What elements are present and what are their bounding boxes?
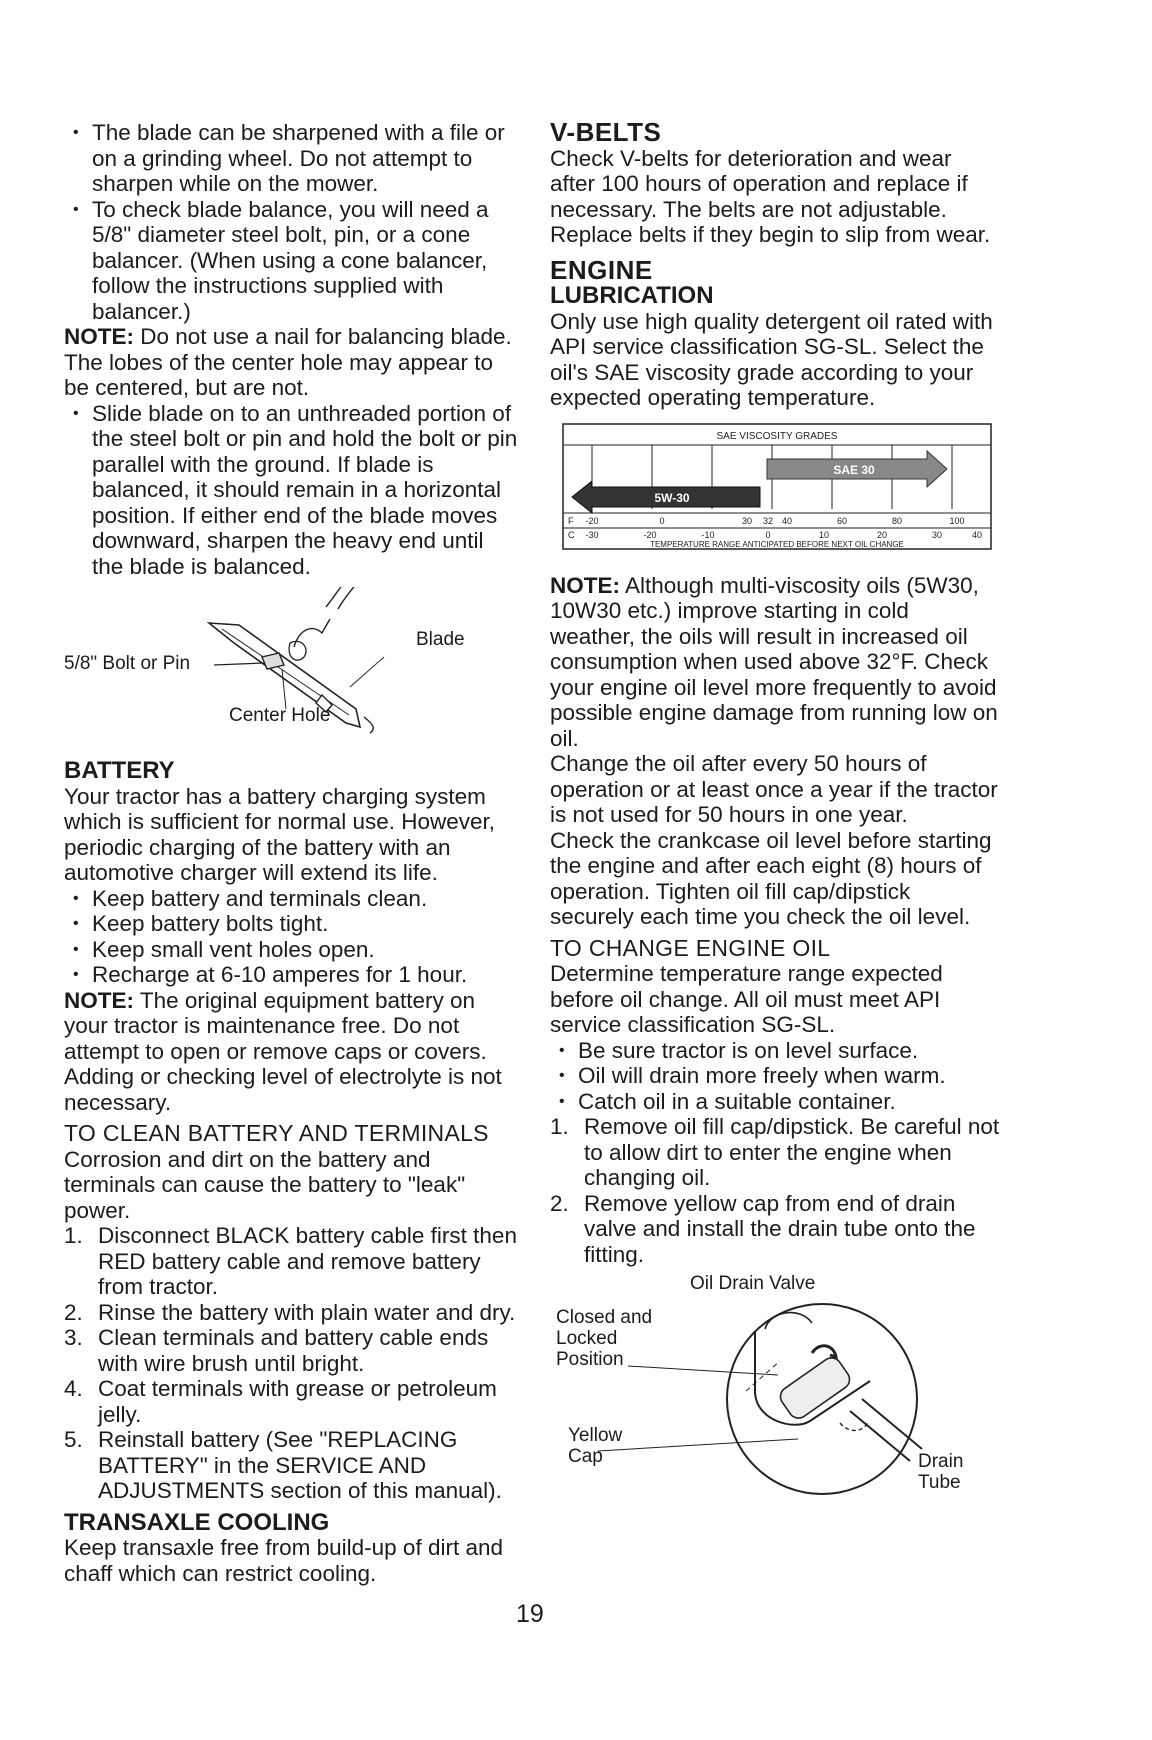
clean-step: 1. Disconnect BLACK battery cable first then RED battery cable and remove battery from tractor. <box>64 1223 517 1299</box>
vbelts-heading: V-BELTS <box>550 117 662 147</box>
blade-label: Blade <box>416 629 465 650</box>
battery-bullet: • Recharge at 6-10 amperes for 1 hour. <box>64 962 520 988</box>
viscosity-chart <box>550 423 1000 573</box>
transaxle-text: Keep transaxle free from build-up of dirt and chaff which can restrict cooling. <box>64 1535 503 1586</box>
battery-bullet: • Keep battery and terminals clean. <box>64 886 520 912</box>
note-label: NOTE: <box>550 572 620 598</box>
svg-text:60: 60 <box>836 515 848 526</box>
change-oil-heading: TO CHANGE ENGINE OIL <box>550 934 831 961</box>
note-text: The original equipment battery on your tractor is maintenance free. Do not attempt to open or remove caps or covers. Adding or checking level of electrolyte is not necessary. <box>64 987 502 1115</box>
yellow-cap-label: Yellow Cap <box>568 1425 623 1467</box>
svg-text:-20: -20 <box>643 529 657 540</box>
battery-text: Your tractor has a battery charging system which is sufficient for normal use. However, periodic charging of the battery with an automotive charger will extend its life. <box>64 783 496 885</box>
chart-range-label: TEMPERATURE RANGE ANTICIPATED BEFORE NEXT OIL CHANGE <box>650 539 904 549</box>
battery-heading: BATTERY <box>64 757 175 784</box>
note-text: Do not use a nail for balancing blade. The lobes of the center hole may appear to be centered, but are not. <box>64 324 512 400</box>
oil-bullet: • Be sure tractor is on level surface. <box>550 1038 1000 1064</box>
clean-step: 4. Coat terminals with grease or petroleum jelly. <box>64 1376 497 1427</box>
svg-text:20: 20 <box>876 529 888 540</box>
5w30-label: 5W-30 <box>654 490 690 505</box>
note-balancing <box>64 324 520 401</box>
sae30-label: SAE 30 <box>833 462 875 477</box>
check-oil-text: Check the crankcase oil level before starting the engine and after each eight (8) hours of operation. Tighten oil fill cap/dipstick securely each time you check the oil level. <box>550 827 992 929</box>
center-hole-label: Center Hole <box>229 705 331 726</box>
left-column <box>64 120 520 1586</box>
blade-bullet-2: • To check blade balance, you will need a 5/8" diameter steel bolt, pin, or a cone balancer. (When using a cone balancer, follow the instructions supplied with balancer.) <box>64 197 520 325</box>
viscosity-chart-graphic <box>562 423 1002 569</box>
oil-bullet: • Oil will drain more freely when warm. <box>550 1063 1000 1089</box>
blade-bullet-1: • The blade can be sharpened with a file or on a grinding wheel. Do not attempt to sharpen while on the mower. <box>64 120 520 197</box>
vbelts-text: Check V-belts for deterioration and wear after 100 hours of operation and replace if necessary. The belts are not adjustable. Replace belts if they begin to slip from wear. <box>550 145 991 247</box>
svg-text:40: 40 <box>781 515 793 526</box>
lubrication-text: Only use high quality detergent oil rated with API service classification SG-SL. Select the oil's SAE viscosity grade according to your expected operating temperature. <box>550 308 993 410</box>
determine-text: Determine temperature range expected before oil change. All oil must meet API service classification SG-SL. <box>550 961 943 1037</box>
lubrication-heading: LUBRICATION <box>550 282 714 309</box>
closed-locked-label: Closed and Locked Position <box>556 1307 653 1370</box>
note-battery <box>64 988 520 1116</box>
note-label: NOTE: <box>64 987 134 1013</box>
change-oil-text: Change the oil after every 50 hours of operation or at least once a year if the tractor is not used for 50 hours in one year. <box>550 751 998 827</box>
right-column <box>550 117 1000 1501</box>
svg-text:0: 0 <box>765 529 771 540</box>
svg-text:-10: -10 <box>701 529 715 540</box>
bolt-label: 5/8" Bolt or Pin <box>64 653 191 674</box>
svg-text:40: 40 <box>971 529 983 540</box>
clean-step: 3. Clean terminals and battery cable ends with wire brush until bright. <box>64 1325 489 1376</box>
svg-text:32: 32 <box>762 515 774 526</box>
note-text: Although multi-viscosity oils (5W30, 10W30 etc.) improve starting in cold weather, the oils will result in increased oil consumption when used above 32°F. Check your engine oil level more frequently to avoid possible engine damage from running low on oil. <box>550 572 998 751</box>
drain-tube-label: Drain Tube <box>918 1451 964 1493</box>
svg-text:-20: -20 <box>585 515 599 526</box>
battery-bullet: • Keep battery bolts tight. <box>64 911 520 937</box>
clean-step: 5. Reinstall battery (See "REPLACING BATTERY" in the SERVICE AND ADJUSTMENTS section of this manual). <box>64 1427 502 1503</box>
note-multiviscosity <box>550 573 1000 752</box>
svg-text:F: F <box>568 515 574 526</box>
page-number: 19 <box>516 1600 544 1628</box>
clean-battery-heading: TO CLEAN BATTERY AND TERMINALS <box>64 1120 489 1146</box>
svg-text:0: 0 <box>659 515 665 526</box>
transaxle-heading: TRANSAXLE COOLING <box>64 1508 330 1536</box>
oil-step: 2. Remove yellow cap from end of drain valve and install the drain tube onto the fitting. <box>550 1190 976 1267</box>
blade-bullet-3: • Slide blade on to an unthreaded portion of the steel bolt or pin and hold the bolt or pin parallel with the ground. If blade is balanced, it should remain in a horizontal position. If either end of the blade moves downward, sharpen the heavy end until the blade is balanced. <box>64 401 520 580</box>
svg-text:80: 80 <box>891 515 903 526</box>
engine-heading: ENGINE <box>550 254 653 285</box>
oil-drain-valve-figure <box>550 1271 1000 1501</box>
svg-text:-30: -30 <box>585 529 599 540</box>
oil-bullet: • Catch oil in a suitable container. <box>550 1089 1000 1115</box>
blade-balance-figure <box>64 587 520 752</box>
note-label: NOTE: <box>64 324 134 349</box>
svg-text:30: 30 <box>741 515 753 526</box>
svg-text:C: C <box>568 529 575 540</box>
svg-text:30: 30 <box>931 529 943 540</box>
battery-bullet: • Keep small vent holes open. <box>64 937 520 963</box>
svg-text:10: 10 <box>818 529 830 540</box>
chart-title: SAE VISCOSITY GRADES <box>716 430 838 442</box>
oil-step: 1. Remove oil fill cap/dipstick. Be careful not to allow dirt to enter the engine when changing oil. <box>550 1114 1000 1190</box>
clean-step: 2. Rinse the battery with plain water and dry. <box>64 1299 516 1325</box>
svg-text:100: 100 <box>949 515 965 526</box>
valve-title: Oil Drain Valve <box>690 1273 816 1294</box>
clean-battery-text: Corrosion and dirt on the battery and terminals can cause the battery to "leak" power. <box>64 1146 466 1223</box>
